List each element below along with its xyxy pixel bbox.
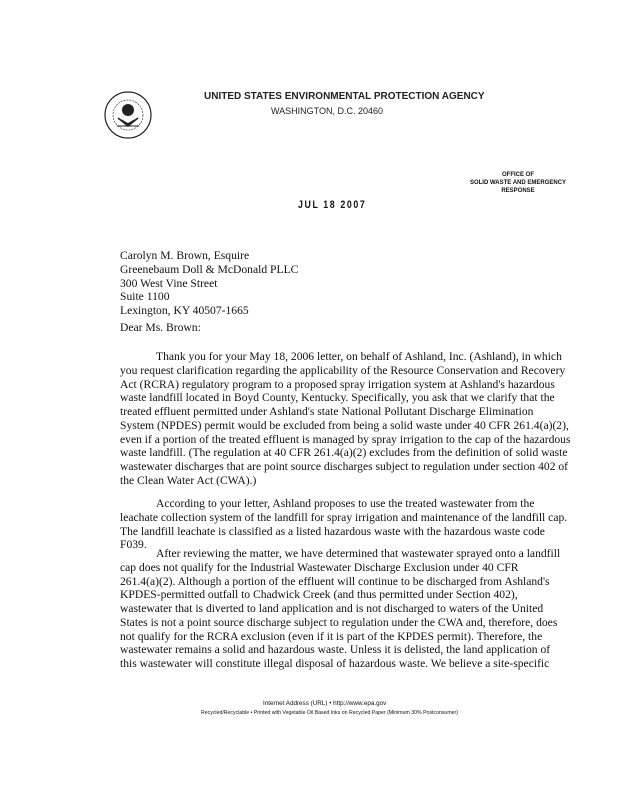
address-line: Suite 1100	[120, 290, 170, 304]
paragraph-line: wastewater that is diverted to land application and is not discharged to waters of the United	[120, 602, 544, 615]
paragraph-line: F039.	[120, 538, 147, 552]
paragraph-1	[120, 350, 570, 488]
paragraph-line: leachate collection system of the landfill for spray irrigation and maintenance of the landfill cap.	[120, 510, 568, 524]
paragraph-2	[120, 497, 570, 552]
date-stamp: JUL 18 2007	[298, 199, 367, 211]
salutation: Dear Ms. Brown:	[120, 321, 201, 334]
office-line: OFFICE OF	[502, 172, 534, 178]
paragraph-line: not qualify for the RCRA exclusion (even if it is part of the KPDES permit). Therefore, the	[120, 629, 543, 643]
paragraph-line: even if a portion of the treated effluent is managed by spray irrigation to the cap of the hazardous	[120, 432, 571, 446]
paragraph-line: waste landfill. (The regulation at 40 CFR 261.4(a)(2) excludes from the definition of solid waste	[120, 446, 568, 460]
recipient-address	[120, 249, 570, 319]
address-line: Greenebaum Doll & McDonald PLLC	[120, 262, 299, 276]
address-line: Lexington, KY 40507-1665	[120, 304, 249, 318]
paragraph-line: Act (RCRA) regulatory program to a proposed spray irrigation system at Ashland's hazardous	[120, 377, 555, 391]
paragraph-line: wastewater remains a solid and hazardous waste. Unless it is delisted, the land application of	[120, 643, 551, 657]
paragraph-line: this wastewater will constitute illegal disposal of hazardous waste. We believe a site-specific	[120, 657, 550, 670]
office-line: SOLID WASTE AND EMERGENCY	[469, 180, 567, 186]
paragraph-line: The landfill leachate is classified as a listed hazardous waste with the hazardous waste code	[120, 524, 545, 538]
footer-recycle: Recycled/Recyclable • Printed with Vegetable Oil Based Inks on Recycled Paper (Minimum 30% Postconsumer)	[201, 710, 458, 716]
paragraph-line: wastewater discharges that are point source discharges subject to regulation under section 402 of	[120, 460, 569, 473]
footer-url: Internet Address (URL) • http://www.epa.gov	[263, 700, 387, 707]
paragraph-line: KPDES-permitted outfall to Chadwick Creek (and thus permitted under Section 402),	[120, 588, 518, 602]
paragraph-line: States is not a point source discharge subject to regulation under the CWA and, therefore, does	[120, 615, 558, 629]
office-line: RESPONSE	[501, 188, 535, 194]
agency-name: UNITED STATES ENVIRONMENTAL PROTECTION AGENCY	[204, 91, 485, 102]
paragraph-line: treated effluent permitted under Ashland's state National Pollutant Discharge Elimination	[120, 405, 534, 418]
paragraph-line: you request clarification regarding the applicability of the Resource Conservation and Recovery	[120, 363, 566, 377]
paragraph-line: System (NPDES) permit would be excluded from being a solid waste under 40 CFR 261.4(a)(2),	[120, 418, 569, 432]
paragraph-line: Thank you for your May 18, 2006 letter, on behalf of Ashland, Inc. (Ashland), in which	[156, 350, 562, 363]
paragraph-line: After reviewing the matter, we have determined that wastewater sprayed onto a landfill	[156, 547, 561, 560]
address-line: 300 West Vine Street	[120, 276, 218, 290]
paragraph-line: 261.4(a)(2). Although a portion of the effluent will continue to be discharged from Ashland's	[120, 574, 550, 588]
epa-seal-logo	[103, 90, 153, 140]
address-line: Carolyn M. Brown, Esquire	[120, 249, 250, 262]
office-name	[448, 171, 588, 195]
paragraph-3	[120, 547, 570, 671]
paragraph-line: waste landfill located in Boyd County, Kentucky. Specifically, you ask that we clarify that the	[120, 391, 555, 405]
paragraph-line: the Clean Water Act (CWA).)	[120, 473, 257, 487]
agency-city: WASHINGTON, D.C. 20460	[271, 106, 384, 116]
paragraph-line: cap does not qualify for the Industrial Wastewater Discharge Exclusion under 40 CFR	[120, 560, 519, 574]
paragraph-line: According to your letter, Ashland proposes to use the treated wastewater from the	[156, 497, 535, 510]
